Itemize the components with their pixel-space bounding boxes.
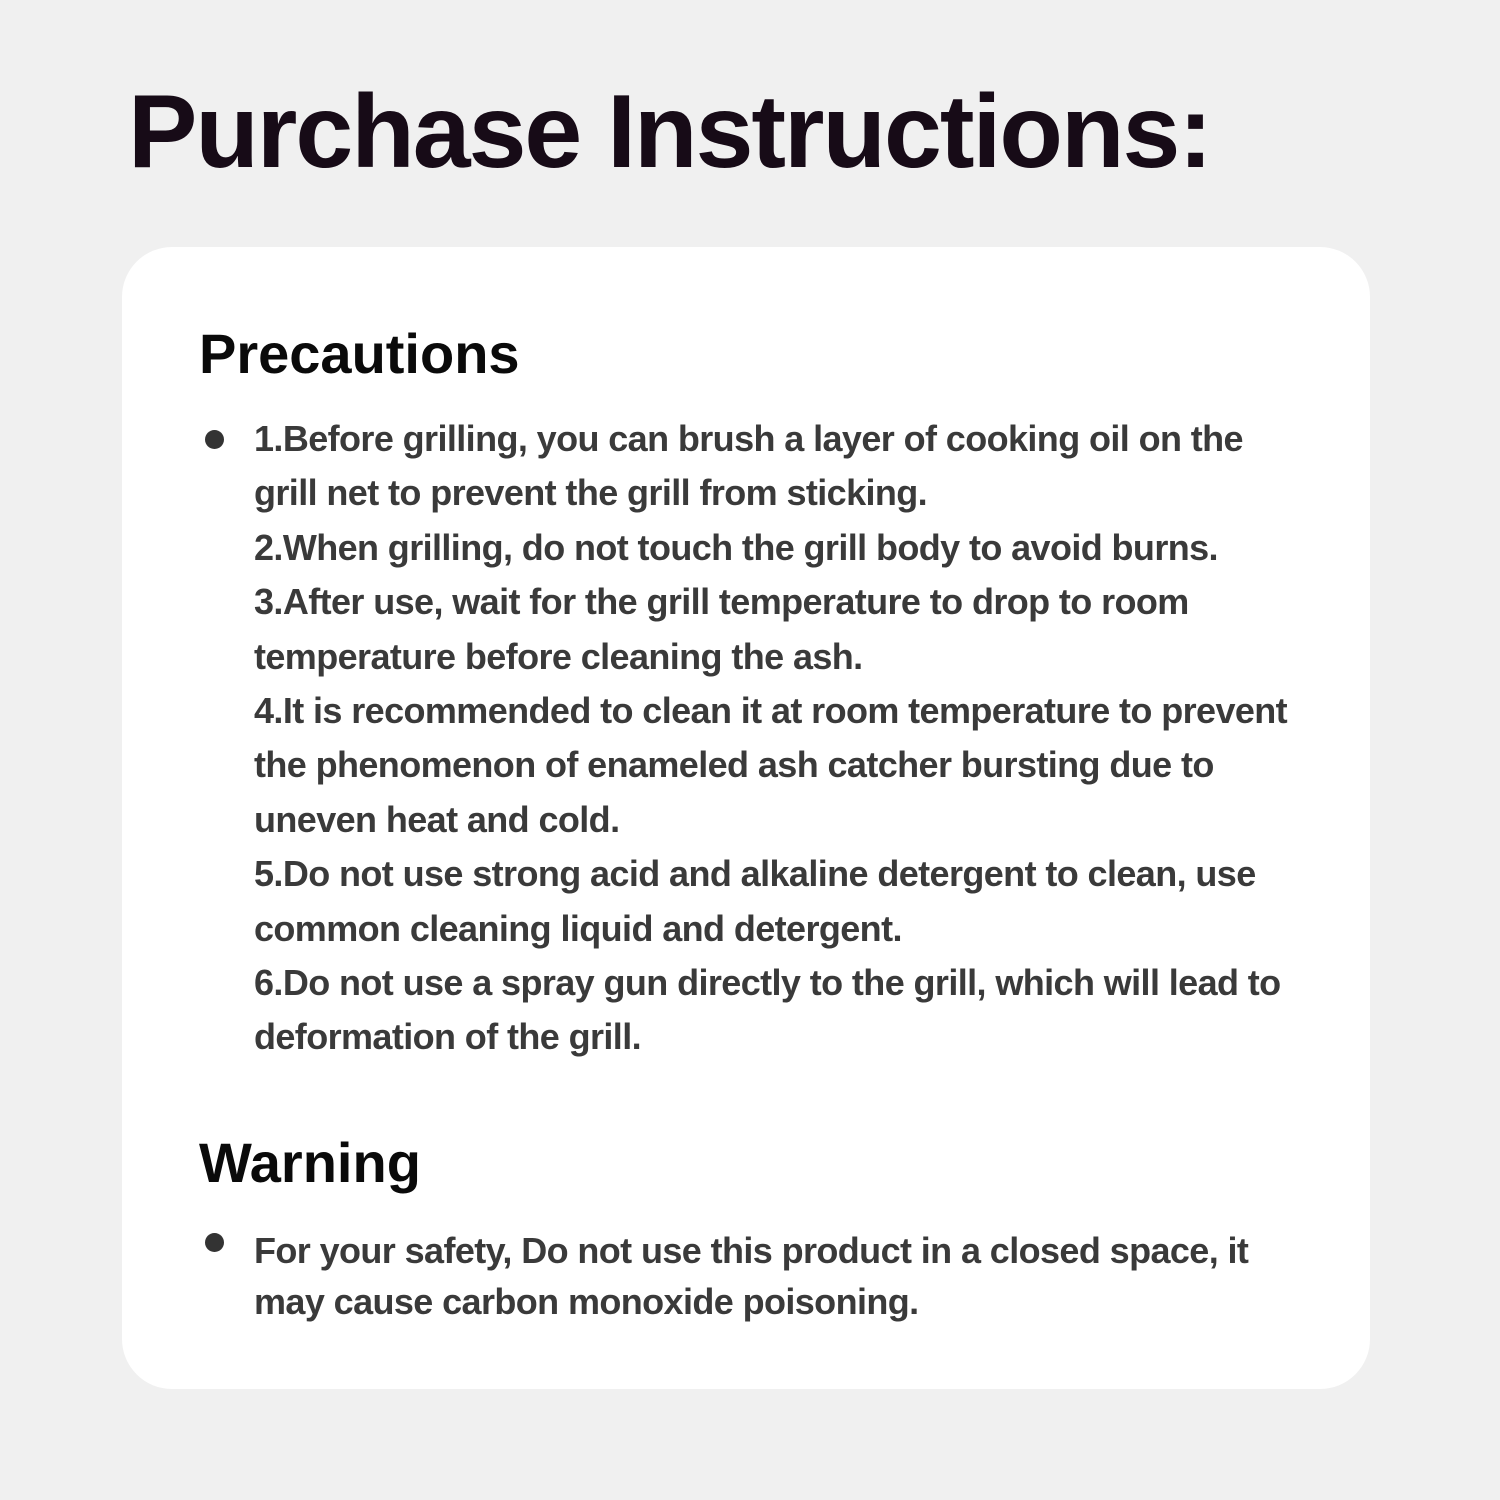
warning-list <box>254 1225 1312 1327</box>
warning-heading: Warning <box>199 1131 421 1194</box>
precaution-item: 5.Do not use strong acid and alkaline detergent to clean, use common cleaning liquid and detergent. <box>254 853 1256 949</box>
bullet-icon <box>205 1233 224 1252</box>
precaution-item: 6.Do not use a spray gun directly to the grill, which will lead to deformation of the grill. <box>254 962 1281 1058</box>
precaution-item: 4.It is recommended to clean it at room temperature to prevent the phenomenon of enameled ash catcher bursting due to uneven heat and cold. <box>254 690 1288 840</box>
precautions-heading: Precautions <box>199 322 520 385</box>
warning-block <box>200 1225 1312 1327</box>
instructions-card <box>122 247 1370 1389</box>
precaution-item: 1.Before grilling, you can brush a layer of cooking oil on the grill net to prevent the grill from sticking. <box>254 418 1243 514</box>
precaution-item: 3.After use, wait for the grill temperature to drop to room temperature before cleaning the ash. <box>254 581 1189 677</box>
bullet-icon <box>205 430 224 449</box>
precautions-list <box>254 412 1312 1065</box>
warning-item: For your safety, Do not use this product in a closed space, it may cause carbon monoxide poisoning. <box>254 1230 1249 1322</box>
page-title: Purchase Instructions: <box>128 74 1211 190</box>
precaution-item: 2.When grilling, do not touch the grill body to avoid burns. <box>254 526 1218 568</box>
precautions-block <box>200 412 1312 1065</box>
